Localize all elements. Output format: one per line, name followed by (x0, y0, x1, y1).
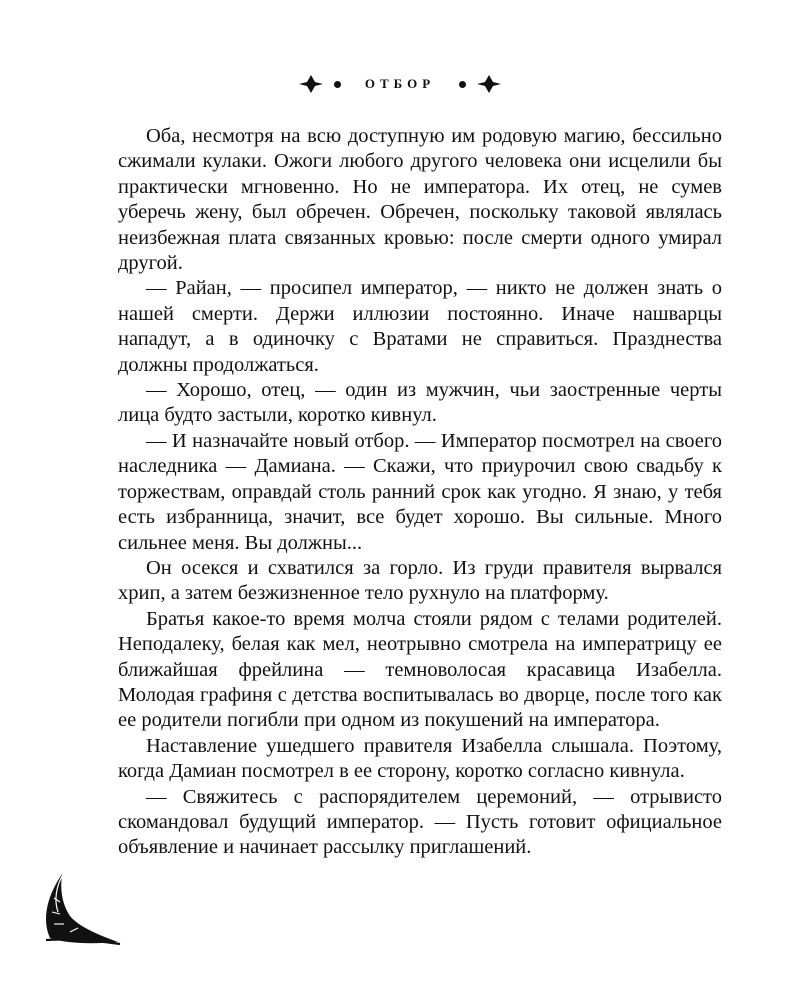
paragraph: Оба, несмотря на всю доступную им родовую магию, бессильно сжимали кулаки. Ожоги любого другого человека они исцелили бы практически мгновенно. Но не императора. Их отец, не сумев уберечь жену, был обречен. Обречен, поскольку таковой являлась неизбежная плата связанных кровью: после смерти одного умирал другой. (118, 125, 722, 275)
header-dot-right (459, 81, 466, 88)
feather-icon (40, 868, 124, 948)
running-title: ОТБОР (364, 76, 436, 91)
paragraph: Братья какое-то время молча стояли рядом с телами родителей. Неподалеку, белая как мел, неотрывно смотрела на императрицу ее ближайшая фрейлина — темноволосая красавица Изабелла. Молодая графиня с детства воспитывалась во дворце, после того как ее родители погибли при одном из покушений на императора. (118, 607, 722, 732)
paragraph: — Райан, — просипел император, — никто не должен знать о нашей смерти. Держи иллюзии постоянно. Иначе нашварцы нападут, а в одиночку с Вратами не справиться. Празднества должны продолжаться. (118, 277, 722, 376)
body-text (118, 124, 722, 861)
paragraph: — И назначайте новый отбор. — Император посмотрел на своего наследника — Дамиана. — Скажи, что приурочил свою свадьбу к торжествам, оправдай столь ранний срок как угодно. Я знаю, у тебя есть избранница, значит, все будет хорошо. Вы сильные. Много сильнее меня. Вы должны... (118, 429, 722, 554)
header-dot-left (334, 81, 341, 88)
paragraph: — Свяжитесь с распорядителем церемоний, — отрывисто скомандовал будущий император. — Пусть готовит официальное объявление и начинает рассылку приглашений. (118, 785, 722, 859)
paragraph: Наставление ушедшего правителя Изабелла слышала. Поэтому, когда Дамиан посмотрел в ее сторону, коротко согласно кивнула. (118, 734, 722, 783)
paragraph: Он осекся и схватился за горло. Из груди правителя вырвался хрип, а затем безжизненное тело рухнуло на платформу. (118, 556, 722, 605)
fleuron-icon (298, 74, 324, 94)
fleuron-icon (476, 74, 502, 94)
running-header (0, 70, 800, 98)
paragraph: — Хорошо, отец, — один из мужчин, чьи заостренные черты лица будто застыли, коротко кивнул. (118, 379, 722, 427)
